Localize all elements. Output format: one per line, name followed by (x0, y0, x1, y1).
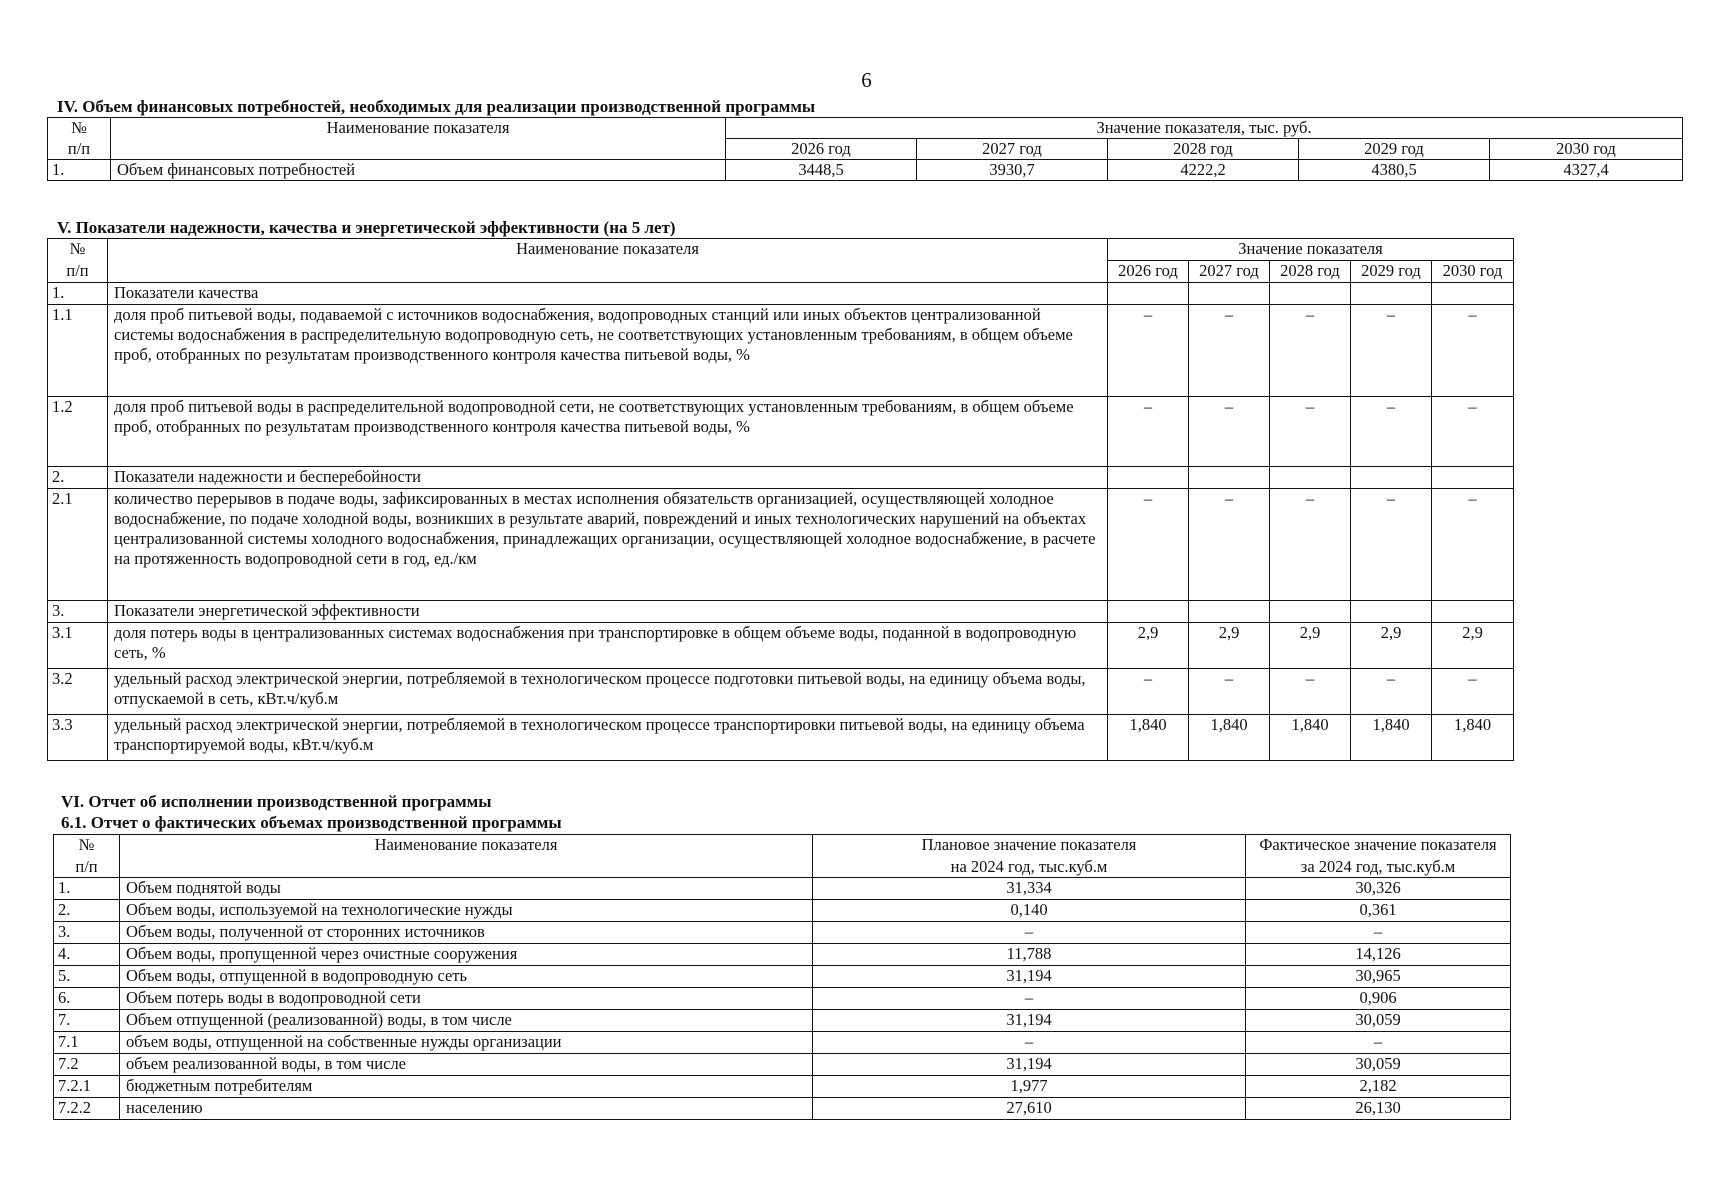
row-num: 7.1 (54, 1031, 120, 1053)
row-name: объем реализованной воды, в том числе (120, 1053, 813, 1075)
header-num-sub: п/п (48, 139, 111, 160)
row-num: 7. (54, 1009, 120, 1031)
row-name: Показатели надежности и бесперебойности (108, 467, 1108, 489)
row-plan: 31,194 (813, 1009, 1246, 1031)
table-row (54, 987, 1511, 1009)
row-value: – (1432, 489, 1514, 601)
row-value: – (1432, 397, 1514, 467)
row-name: Объем отпущенной (реализованной) воды, в том числе (120, 1009, 813, 1031)
table-row (48, 715, 1514, 761)
header-num: № (54, 835, 120, 857)
header-year: 2027 год (1189, 261, 1270, 283)
section-4-title: IV. Объем финансовых потребностей, необходимых для реализации производственной программы (57, 97, 816, 116)
header-year: 2028 год (1108, 139, 1299, 160)
table-row (48, 305, 1514, 397)
row-value: – (1189, 305, 1270, 397)
table-row (54, 877, 1511, 899)
row-value (1270, 283, 1351, 305)
row-num: 3.2 (48, 669, 108, 715)
row-name: населению (120, 1097, 813, 1119)
row-name: доля проб питьевой воды в распределительной водопроводной сети, не соответствующих установленным требованиям, в общем объеме проб, отобранных по результатам производственного контроля качества питьевой воды, % (108, 397, 1108, 467)
row-num: 3.3 (48, 715, 108, 761)
table-row (48, 283, 1514, 305)
row-value: – (1432, 305, 1514, 397)
row-value (1351, 601, 1432, 623)
row-value: 4380,5 (1299, 160, 1490, 181)
row-num: 1.1 (48, 305, 108, 397)
row-num: 1. (54, 877, 120, 899)
table-row (54, 1009, 1511, 1031)
header-year: 2030 год (1432, 261, 1514, 283)
row-plan: 1,977 (813, 1075, 1246, 1097)
section-5-title: V. Показатели надежности, качества и энергетической эффективности (на 5 лет) (57, 218, 676, 237)
table-row (48, 397, 1514, 467)
row-fact: – (1246, 921, 1511, 943)
header-year: 2029 год (1351, 261, 1432, 283)
header-name: Наименование показателя (108, 239, 1108, 261)
header-year: 2028 год (1270, 261, 1351, 283)
row-name: удельный расход электрической энергии, потребляемой в технологическом процессе транспортировки питьевой воды, на единицу объема транспортируемой воды, кВт.ч/куб.м (108, 715, 1108, 761)
row-plan: – (813, 987, 1246, 1009)
table-row (48, 669, 1514, 715)
row-value: 3930,7 (917, 160, 1108, 181)
row-plan: 31,194 (813, 965, 1246, 987)
section-6-title: VI. Отчет об исполнении производственной программы (61, 792, 492, 811)
row-plan: 31,334 (813, 877, 1246, 899)
row-name: Объем воды, пропущенной через очистные сооружения (120, 943, 813, 965)
row-value: – (1270, 397, 1351, 467)
row-value: 1,840 (1108, 715, 1189, 761)
row-name: бюджетным потребителям (120, 1075, 813, 1097)
row-value: – (1351, 489, 1432, 601)
row-num: 5. (54, 965, 120, 987)
row-num: 2.1 (48, 489, 108, 601)
row-value: 2,9 (1432, 623, 1514, 669)
row-value: – (1189, 669, 1270, 715)
row-value: – (1108, 489, 1189, 601)
row-name: Объем воды, используемой на технологические нужды (120, 899, 813, 921)
table-row (54, 965, 1511, 987)
header-value: Значение показателя, тыс. руб. (726, 118, 1683, 139)
row-name: Объем поднятой воды (120, 877, 813, 899)
header-year: 2026 год (1108, 261, 1189, 283)
row-fact: 14,126 (1246, 943, 1511, 965)
table-row (48, 601, 1514, 623)
header-year: 2030 год (1490, 139, 1683, 160)
row-name: Показатели энергетической эффективности (108, 601, 1108, 623)
row-plan: 0,140 (813, 899, 1246, 921)
row-plan: – (813, 1031, 1246, 1053)
table-row (54, 1031, 1511, 1053)
header-year: 2029 год (1299, 139, 1490, 160)
table-row (54, 1097, 1511, 1119)
row-name: доля проб питьевой воды, подаваемой с источников водоснабжения, водопроводных станций или иных объектов централизованной системы водоснабжения в распределительную водопроводную сеть, не соответствующих установленным требованиям, в общем объеме проб, отобранных по результатам производственного контроля качества питьевой воды, % (108, 305, 1108, 397)
header-num-sub: п/п (54, 857, 120, 878)
row-fact: 26,130 (1246, 1097, 1511, 1119)
row-name: удельный расход электрической энергии, потребляемой в технологическом процессе подготовки питьевой воды, на единицу объема воды, отпускаемой в сеть, кВт.ч/куб.м (108, 669, 1108, 715)
row-value: 2,9 (1351, 623, 1432, 669)
row-value: 4327,4 (1490, 160, 1683, 181)
row-value: – (1432, 669, 1514, 715)
row-num: 7.2.1 (54, 1075, 120, 1097)
row-name: Объем финансовых потребностей (111, 160, 726, 181)
table-row (54, 1053, 1511, 1075)
production-report-table (53, 834, 1511, 1120)
row-name: доля потерь воды в централизованных системах водоснабжения при транспортировке в общем объеме воды, поданной в водопроводную сеть, % (108, 623, 1108, 669)
row-plan: 27,610 (813, 1097, 1246, 1119)
row-fact: 0,361 (1246, 899, 1511, 921)
row-value (1351, 283, 1432, 305)
row-name: Объем воды, полученной от сторонних источников (120, 921, 813, 943)
row-value: 1,840 (1432, 715, 1514, 761)
table-row (54, 899, 1511, 921)
row-value: – (1189, 397, 1270, 467)
header-name-empty (111, 139, 726, 160)
row-fact: 30,059 (1246, 1053, 1511, 1075)
row-value: – (1351, 669, 1432, 715)
row-fact: 30,059 (1246, 1009, 1511, 1031)
row-value: – (1189, 489, 1270, 601)
header-plan-sub: на 2024 год, тыс.куб.м (813, 857, 1246, 878)
row-value: – (1270, 669, 1351, 715)
row-num: 1. (48, 283, 108, 305)
row-fact: – (1246, 1031, 1511, 1053)
row-value (1432, 601, 1514, 623)
table-row (54, 1075, 1511, 1097)
row-value: 2,9 (1189, 623, 1270, 669)
table-row (48, 623, 1514, 669)
row-value: – (1270, 489, 1351, 601)
row-value (1189, 601, 1270, 623)
row-fact: 0,906 (1246, 987, 1511, 1009)
header-name-empty (108, 261, 1108, 283)
row-value (1189, 283, 1270, 305)
row-num: 4. (54, 943, 120, 965)
row-value (1432, 467, 1514, 489)
row-value: – (1108, 305, 1189, 397)
row-value: 3448,5 (726, 160, 917, 181)
row-value: 4222,2 (1108, 160, 1299, 181)
row-value: 1,840 (1351, 715, 1432, 761)
header-num: № (48, 118, 111, 139)
table-row (48, 467, 1514, 489)
row-num: 3.1 (48, 623, 108, 669)
row-num: 1.2 (48, 397, 108, 467)
header-value: Значение показателя (1108, 239, 1514, 261)
row-fact: 2,182 (1246, 1075, 1511, 1097)
row-value: – (1108, 397, 1189, 467)
row-value (1108, 601, 1189, 623)
row-value (1270, 601, 1351, 623)
header-num-sub: п/п (48, 261, 108, 283)
row-name: объем воды, отпущенной на собственные нужды организации (120, 1031, 813, 1053)
row-value: 1,840 (1270, 715, 1351, 761)
row-num: 7.2 (54, 1053, 120, 1075)
table-row (54, 943, 1511, 965)
row-value (1270, 467, 1351, 489)
table-row (54, 921, 1511, 943)
row-value (1432, 283, 1514, 305)
header-fact-sub: за 2024 год, тыс.куб.м (1246, 857, 1511, 878)
table-row (48, 489, 1514, 601)
financial-needs-table (47, 117, 1683, 181)
page-number: 6 (861, 68, 872, 92)
row-num: 3. (54, 921, 120, 943)
row-plan: 11,788 (813, 943, 1246, 965)
row-value: – (1270, 305, 1351, 397)
section-6-1-title: 6.1. Отчет о фактических объемах производственной программы (61, 813, 562, 832)
row-value (1108, 467, 1189, 489)
row-num: 2. (48, 467, 108, 489)
row-value (1189, 467, 1270, 489)
header-year: 2027 год (917, 139, 1108, 160)
row-value: – (1351, 397, 1432, 467)
row-name: Объем воды, отпущенной в водопроводную сеть (120, 965, 813, 987)
row-plan: 31,194 (813, 1053, 1246, 1075)
header-name: Наименование показателя (120, 835, 813, 857)
row-num: 1. (48, 160, 111, 181)
row-value: 2,9 (1108, 623, 1189, 669)
row-value: 2,9 (1270, 623, 1351, 669)
row-fact: 30,326 (1246, 877, 1511, 899)
row-num: 2. (54, 899, 120, 921)
row-num: 3. (48, 601, 108, 623)
reliability-quality-table (47, 238, 1514, 761)
header-fact: Фактическое значение показателя (1246, 835, 1511, 857)
row-value: 1,840 (1189, 715, 1270, 761)
row-num: 7.2.2 (54, 1097, 120, 1119)
row-fact: 30,965 (1246, 965, 1511, 987)
row-plan: – (813, 921, 1246, 943)
header-num: № (48, 239, 108, 261)
header-name: Наименование показателя (111, 118, 726, 139)
row-num: 6. (54, 987, 120, 1009)
row-name: количество перерывов в подаче воды, зафиксированных в местах исполнения обязательств организацией, осуществляющей холодное водоснабжение, по подаче холодной воды, возникших в результате аварий, повреждений и иных технологических нарушений на объектах централизованной системы холодного водоснабжения, принадлежащих организации, осуществляющей холодное водоснабжение, в расчете на протяженность водопроводной сети в год, ед./км (108, 489, 1108, 601)
row-name: Объем потерь воды в водопроводной сети (120, 987, 813, 1009)
row-value: – (1351, 305, 1432, 397)
row-value (1108, 283, 1189, 305)
header-year: 2026 год (726, 139, 917, 160)
header-plan: Плановое значение показателя (813, 835, 1246, 857)
header-name-empty (120, 857, 813, 878)
table-row (48, 160, 1683, 181)
row-value: – (1108, 669, 1189, 715)
row-value (1351, 467, 1432, 489)
row-name: Показатели качества (108, 283, 1108, 305)
